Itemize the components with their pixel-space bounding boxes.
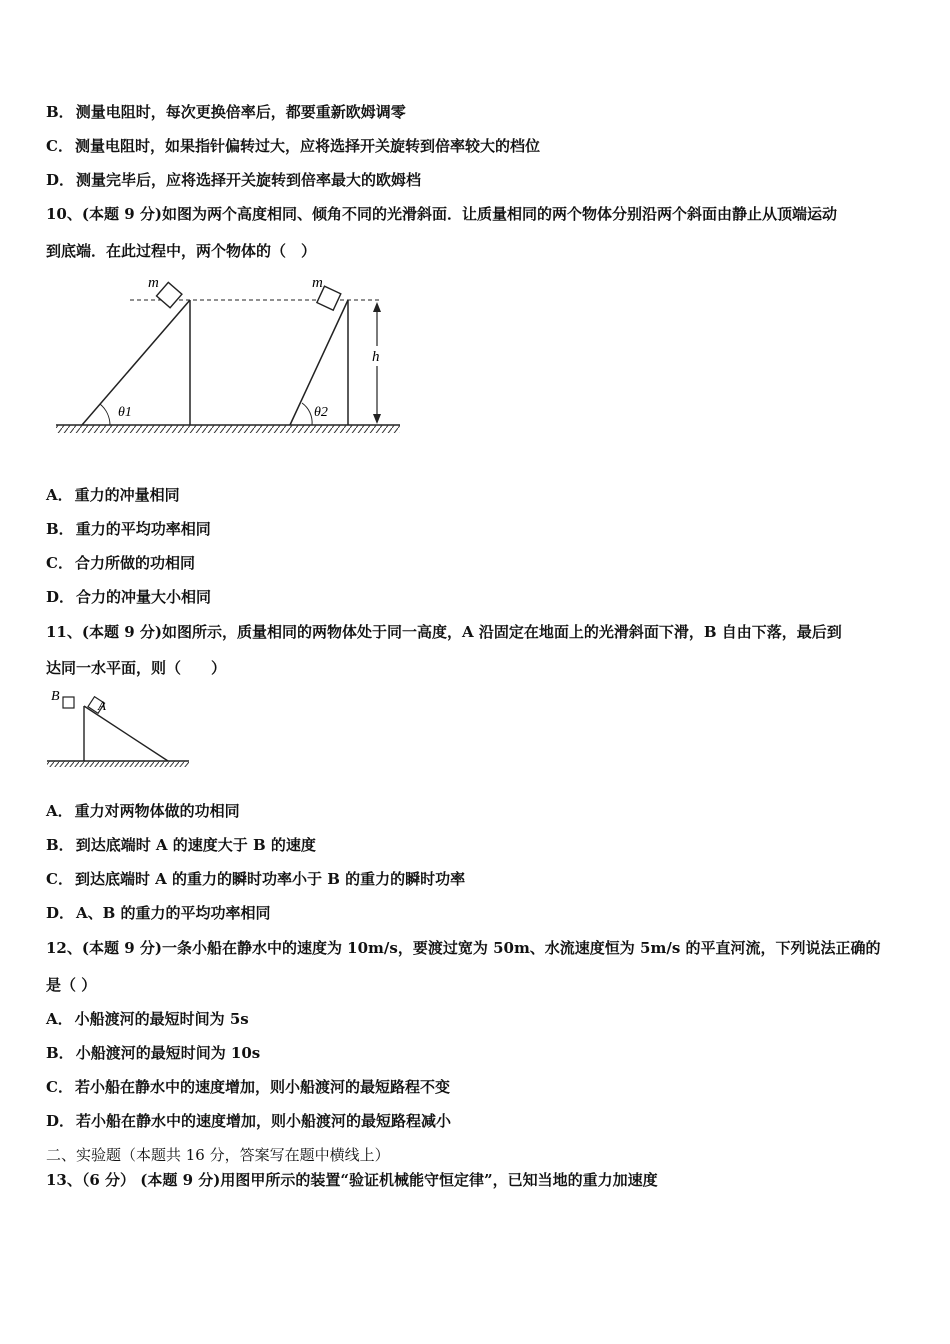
q11-option-b: B． 到达底端时 A 的速度大于 B 的速度 [46,836,316,854]
q11-option-c: C． 到达底端时 A 的重力的瞬时功率小于 B 的重力的瞬时功率 [46,870,466,888]
q10-option-b: B． 重力的平均功率相同 [46,520,211,538]
q11-option-d: D． A、B 的重力的平均功率相同 [46,904,271,922]
label-b: B [51,689,60,704]
q12-option-c: C． 若小船在静水中的速度增加，则小船渡河的最短路程不变 [46,1078,450,1096]
q11-figure [44,684,194,776]
section-2-title: 二、实验题（本题共 16 分，答案写在题中横线上） [46,1146,390,1164]
incline-1 [82,300,190,425]
q10-stem-line2: 到底端．在此过程中，两个物体的（ ） [46,242,317,260]
q12-stem-line2: 是（ ） [46,976,97,994]
height-label: h [372,349,380,365]
label-a: A [98,698,106,713]
angle-2-label: θ2 [314,405,328,420]
q10-option-c: C． 合力所做的功相同 [46,554,195,572]
q13-stem-line1: 13、（6 分） (本题 9 分)用图甲所示的装置“验证机械能守恒定律”，已知当地的重力加速度 [46,1171,658,1189]
q9-option-b: B． 测量电阻时，每次更换倍率后，都要重新欧姆调零 [46,103,406,121]
q10-option-d: D． 合力的冲量大小相同 [46,588,212,606]
q11-stem-line1: 11、(本题 9 分)如图所示，质量相同的两物体处于同一高度，A 沿固定在地面上的光滑斜面下滑，B 自由下落，最后到 [46,623,842,641]
angle-arc-2 [302,403,312,425]
q11-stem-line2: 达同一水平面，则（ ） [46,659,227,677]
ground-hatch [56,425,400,433]
q10-figure [50,268,410,448]
mass-2-label: m [312,275,323,291]
q12-option-a: A． 小船渡河的最短时间为 5s [46,1010,249,1028]
mass-1-label: m [148,275,159,291]
q12-stem-line1: 12、(本题 9 分)一条小船在静水中的速度为 10m/s，要渡过宽为 50m、水流速度恒为 5m/s 的平直河流，下列说法正确的 [46,939,881,957]
q10-stem-line1: 10、(本题 9 分)如图为两个高度相同、倾角不同的光滑斜面．让质量相同的两个物体分别沿两个斜面由静止从顶端运动 [46,205,837,223]
q9-option-d: D． 测量完毕后，应将选择开关旋转到倍率最大的欧姆档 [46,171,422,189]
ground-hatch [47,761,189,767]
angle-1-label: θ1 [118,405,132,420]
height-arrow-top [373,302,381,312]
q12-option-d: D． 若小船在静水中的速度增加，则小船渡河的最短路程减小 [46,1112,452,1130]
q11-option-a: A． 重力对两物体做的功相同 [46,802,240,820]
q10-option-a: A． 重力的冲量相同 [46,486,180,504]
q12-option-b: B． 小船渡河的最短时间为 10s [46,1044,261,1062]
block-1 [157,282,182,307]
angle-arc-1 [100,404,110,425]
block-b [63,697,74,708]
height-arrow-bottom [373,414,381,424]
incline-slope [84,706,168,761]
q9-option-c: C． 测量电阻时，如果指针偏转过大，应将选择开关旋转到倍率较大的档位 [46,137,540,155]
